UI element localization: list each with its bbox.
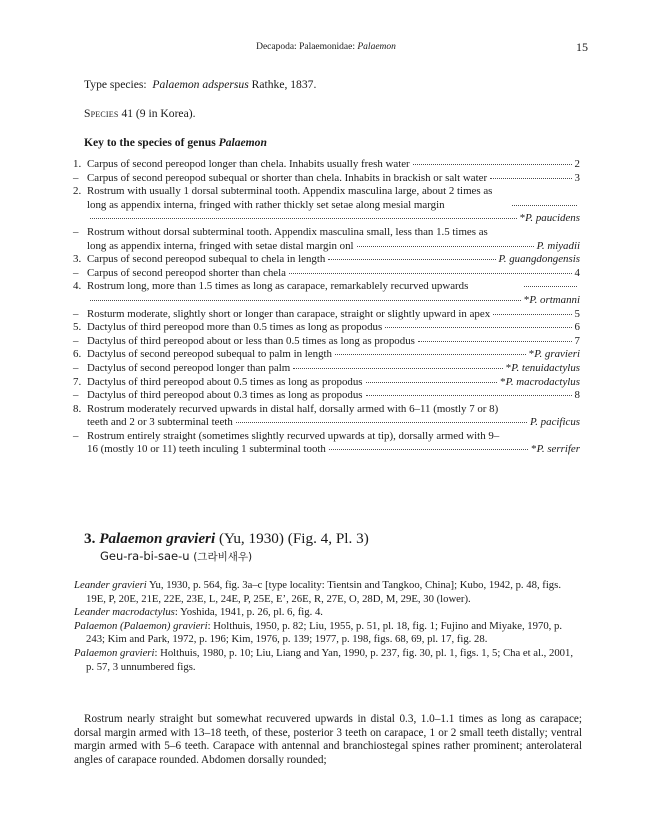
synonymy-name: Leander macrodactylus bbox=[74, 606, 175, 619]
key-heading-text: Key to the species of genus bbox=[84, 136, 219, 149]
species-citation: (Yu, 1930) (Fig. 4, Pl. 3) bbox=[215, 530, 369, 547]
key-entry-line bbox=[87, 158, 580, 172]
key-entry bbox=[73, 280, 580, 307]
key-entry-text: Dactylus of third pereopod about 0.5 times as long as propodus bbox=[87, 375, 363, 388]
key-entry-line bbox=[87, 376, 580, 390]
leader-dots bbox=[335, 353, 526, 355]
key-entry-number: – bbox=[73, 429, 79, 442]
key-heading-genus: Palaemon bbox=[218, 136, 267, 149]
korea-record-marker: * bbox=[531, 443, 537, 456]
key-entry-result bbox=[531, 443, 580, 457]
type-species-label: Type species: bbox=[84, 78, 147, 91]
key-entry-result-text: P. guangdongensis bbox=[498, 253, 580, 266]
key-entry bbox=[73, 403, 580, 430]
leader-dots bbox=[512, 204, 577, 206]
key-entry-number: – bbox=[73, 171, 79, 184]
key-entry-number: – bbox=[73, 389, 79, 402]
key-entry-line bbox=[87, 267, 580, 281]
species-number: 3. bbox=[84, 530, 96, 547]
key-entry-number: – bbox=[73, 266, 79, 279]
key-entry-result-text: P. gravieri bbox=[534, 348, 580, 361]
synonymy-name: Palaemon (Palaemon) gravieri bbox=[74, 619, 208, 632]
leader-dots bbox=[524, 285, 577, 287]
key-entry bbox=[73, 321, 580, 335]
key-entry-number: 3. bbox=[73, 253, 82, 266]
synonymy-references: Yu, 1930, p. 564, fig. 3a–c [type locality: Tientsin and Tangkoo, China]; Kubo, 1942, p. 48, figs. 19E, P, 20E, 21E, 22E, 23E, L, 24E, P, 25E, E’, 26E, R, 27E, O, 28D, M, 29E, 30 (lower). bbox=[86, 579, 561, 605]
key-entry-text: long as appendix interna, fringed with rather thickly set setae along mesial margin bbox=[87, 198, 445, 211]
species-key bbox=[73, 158, 580, 457]
korea-record-marker: * bbox=[505, 361, 512, 374]
running-head-genus: Palaemon bbox=[357, 42, 396, 52]
key-entry bbox=[73, 308, 580, 322]
key-entry-text: Rostrum entirely straight (sometimes slightly recurved upwards at tip), dorsally armed with 9– bbox=[87, 429, 500, 442]
key-entry bbox=[73, 362, 580, 376]
key-entry-line bbox=[87, 240, 580, 254]
key-entry-text: 16 (mostly 10 or 11) teeth inculing 1 subterminal tooth bbox=[87, 443, 326, 456]
key-entry bbox=[73, 158, 580, 172]
key-entry-text: teeth and 2 or 3 subterminal teeth bbox=[87, 416, 233, 429]
key-entry-line bbox=[87, 185, 580, 199]
description bbox=[74, 713, 582, 768]
key-entry-line bbox=[87, 348, 580, 362]
key-entry-result bbox=[530, 416, 580, 430]
key-entry-result bbox=[575, 308, 580, 322]
key-entry-number: 5. bbox=[73, 321, 82, 334]
leader-dots bbox=[90, 299, 521, 301]
type-species-name: Palaemon adspersus bbox=[152, 78, 249, 91]
key-entry-result-text: 3 bbox=[574, 171, 580, 184]
key-entry bbox=[73, 335, 580, 349]
key-entry-text: Dactylus of second pereopod longer than palm bbox=[87, 361, 291, 374]
key-entry-line bbox=[87, 430, 580, 444]
korean-romanized: Geu-ra-bi-sae-u bbox=[100, 549, 194, 563]
key-entry bbox=[73, 226, 580, 253]
key-entry-number: 8. bbox=[73, 402, 82, 415]
key-entry-result bbox=[575, 389, 580, 403]
key-entry-text: Carpus of second pereopod subequal or shorter than chela. Inhabits in brackish or salt water bbox=[87, 171, 488, 184]
key-entry-line bbox=[87, 280, 580, 294]
key-entry-line bbox=[87, 362, 580, 376]
key-entry-text: long as appendix interna, fringed with setae distal margin onl bbox=[87, 239, 354, 252]
key-entry-result bbox=[575, 172, 580, 186]
leader-dots bbox=[385, 326, 571, 328]
key-entry-result-text: P. miyadii bbox=[536, 239, 580, 252]
key-entry bbox=[73, 253, 580, 267]
description-paragraph: Rostrum nearly straight but somewhat recuvered upwards in distal 0.3, 1.0–1.1 times as long as carapace; dorsal margin armed with 13–18 teeth, of these, posterior 3 teeth on carapace, 1 or 2 small teeth distally; ventral margin armed with 5–6 teeth. Carapace with antennal and branchiostegal spines rather prominent; anterolateral angles of carapace rounded. Abdomen dorsally rounded; bbox=[74, 713, 582, 767]
key-entry-text: Dactylus of second pereopod subequal to palm in length bbox=[87, 348, 332, 361]
key-entry-text: Dactylus of third pereopod more than 0.5 times as long as propodus bbox=[87, 321, 383, 334]
key-entry-line bbox=[87, 321, 580, 335]
page-number: 15 bbox=[576, 40, 588, 54]
leader-dots bbox=[366, 394, 572, 396]
key-entry-result-text: P. serrifer bbox=[536, 443, 580, 456]
key-entry-number: 2. bbox=[73, 185, 82, 198]
key-entry-number: – bbox=[73, 225, 79, 238]
key-entry-number: 6. bbox=[73, 348, 82, 361]
key-entry-line bbox=[87, 253, 580, 267]
leader-dots bbox=[329, 448, 528, 450]
key-entry-result bbox=[575, 335, 580, 349]
key-entry-line bbox=[87, 335, 580, 349]
type-species-author: Rathke, 1837. bbox=[251, 78, 317, 91]
running-head bbox=[0, 42, 652, 52]
leader-dots bbox=[236, 421, 527, 423]
key-entry-line bbox=[87, 389, 580, 403]
key-entry-result-text: P. macrodactylus bbox=[505, 375, 580, 388]
key-entry bbox=[73, 172, 580, 186]
korea-record-marker: * bbox=[528, 348, 535, 361]
key-entry-text: Rostrum without dorsal subterminal tooth. Appendix masculina small, less than 1.5 times as bbox=[87, 225, 488, 238]
key-entry-text: Rostrum moderately recurved upwards in distal half, dorsally armed with 6–11 (mostly 7 or 8) bbox=[87, 402, 499, 415]
key-entry-text: Carpus of second pereopod shorter than chela bbox=[87, 266, 286, 279]
key-entry-line bbox=[87, 416, 580, 430]
synonymy-name: Leander gravieri bbox=[74, 579, 147, 591]
leader-dots bbox=[493, 313, 571, 315]
key-entry bbox=[73, 348, 580, 362]
key-entry-result bbox=[575, 158, 580, 172]
key-entry-result-text: 6 bbox=[574, 321, 580, 334]
key-entry-text: Dactylus of third pereopod about 0.3 times as long as propodus bbox=[87, 389, 363, 402]
synonymy-entry bbox=[74, 579, 582, 606]
key-entry-line bbox=[87, 212, 580, 226]
key-entry-text: Carpus of second pereopod longer than chela. Inhabits usually fresh water bbox=[87, 158, 410, 170]
key-entry-result-text: 8 bbox=[574, 389, 580, 402]
key-entry bbox=[73, 376, 580, 390]
key-entry-line bbox=[87, 172, 580, 186]
key-entry-text: Rosturm moderate, slightly short or longer than carapace, straight or slightly upward in apex bbox=[87, 307, 491, 320]
key-entry bbox=[73, 185, 580, 226]
key-entry-result-text: P. paucidens bbox=[525, 212, 580, 225]
leader-dots bbox=[490, 177, 571, 179]
key-entry-result-text: P. tenuidactylus bbox=[511, 361, 580, 374]
key-entry-text: Carpus of second pereopod subequal to chela in length bbox=[87, 253, 326, 266]
key-entry-result bbox=[575, 267, 580, 281]
key-entry-result bbox=[500, 376, 580, 390]
korea-record-marker: * bbox=[519, 212, 526, 225]
key-entry-result bbox=[537, 240, 580, 254]
synonymy-references: : Holthuis, 1980, p. 10; Liu, Liang and Yan, 1990, p. 237, fig. 30, pl. 1, figs. 1, 5; Cha et al., 2001, p. 57, 3 unnumbered figs. bbox=[86, 646, 574, 673]
species-count-line bbox=[84, 107, 580, 121]
key-entry-number: 1. bbox=[73, 158, 82, 170]
synonymy-name: Palaemon gravieri bbox=[74, 646, 155, 659]
leader-dots bbox=[328, 258, 495, 260]
synonymy bbox=[74, 579, 582, 674]
species-count-value: 41 (9 in Korea). bbox=[121, 107, 196, 120]
synonymy-entry bbox=[74, 620, 582, 647]
species-count-label: Species bbox=[84, 107, 119, 120]
key-entry-number: – bbox=[73, 334, 79, 347]
key-entry-line bbox=[87, 199, 580, 213]
key-entry-line bbox=[87, 403, 580, 417]
synonymy-entry bbox=[74, 647, 582, 674]
key-entry-result-text: 7 bbox=[574, 334, 580, 347]
key-entry-number: 4. bbox=[73, 280, 82, 293]
leader-dots bbox=[289, 272, 572, 274]
leader-dots bbox=[366, 381, 498, 383]
key-entry-result bbox=[575, 321, 580, 335]
korean-name bbox=[100, 549, 252, 564]
key-entry-result bbox=[520, 212, 580, 226]
synonymy-references: : Holthuis, 1950, p. 82; Liu, 1955, p. 51, pl. 18, fig. 1; Fujino and Miyake, 1970, p. 243; Kim and Park, 1972, p. 196; Kim, 1976, p. 139; 1977, p. 198, figs. 68, 69, pl. 17, fig. 28. bbox=[86, 619, 563, 646]
key-entry bbox=[73, 389, 580, 403]
key-entry-number: – bbox=[73, 307, 79, 320]
type-species-line bbox=[84, 78, 580, 92]
leader-dots bbox=[357, 245, 534, 247]
key-entry bbox=[73, 430, 580, 457]
key-entry-text: Rostrum with usually 1 dorsal subterminal tooth. Appendix masculina large, about 2 times as bbox=[87, 185, 493, 198]
leader-dots bbox=[418, 340, 572, 342]
running-head-prefix: Decapoda: Palaemonidae: bbox=[256, 42, 358, 52]
key-entry bbox=[73, 267, 580, 281]
key-entry-text: Dactylus of third pereopod about or less than 0.5 times as long as propodus bbox=[87, 334, 415, 347]
species-heading bbox=[84, 530, 584, 548]
key-entry-result bbox=[499, 253, 580, 267]
korea-record-marker: * bbox=[500, 375, 506, 388]
key-entry-result-text: P. ortmanni bbox=[529, 293, 580, 306]
key-entry-result-text: 4 bbox=[574, 266, 580, 279]
key-entry-number: 7. bbox=[73, 375, 82, 388]
key-entry-result bbox=[529, 348, 580, 362]
key-entry-line bbox=[87, 443, 580, 457]
key-entry-line bbox=[87, 294, 580, 308]
key-entry-result-text: 5 bbox=[574, 307, 580, 320]
key-heading bbox=[84, 136, 580, 150]
korea-record-marker: * bbox=[523, 293, 530, 306]
key-entry-text: Rostrum long, more than 1.5 times as long as carapace, remarkablely recurved upwards bbox=[87, 280, 469, 293]
synonymy-entry bbox=[74, 606, 582, 620]
leader-dots bbox=[413, 163, 572, 165]
key-entry-result-text: P. pacificus bbox=[529, 416, 580, 429]
leader-dots bbox=[90, 217, 517, 219]
key-entry-line bbox=[87, 308, 580, 322]
species-binomial: Palaemon gravieri bbox=[99, 530, 216, 547]
key-entry-line bbox=[87, 226, 580, 240]
leader-dots bbox=[293, 367, 503, 369]
key-entry-number: – bbox=[73, 361, 79, 374]
korean-hangul: (그라비새우) bbox=[193, 551, 253, 563]
synonymy-references: : Yoshida, 1941, p. 26, pl. 6, fig. 4. bbox=[174, 606, 323, 619]
key-entry-result bbox=[506, 362, 580, 376]
key-entry-result-text: 2 bbox=[574, 158, 580, 170]
key-entry-result bbox=[524, 294, 580, 308]
